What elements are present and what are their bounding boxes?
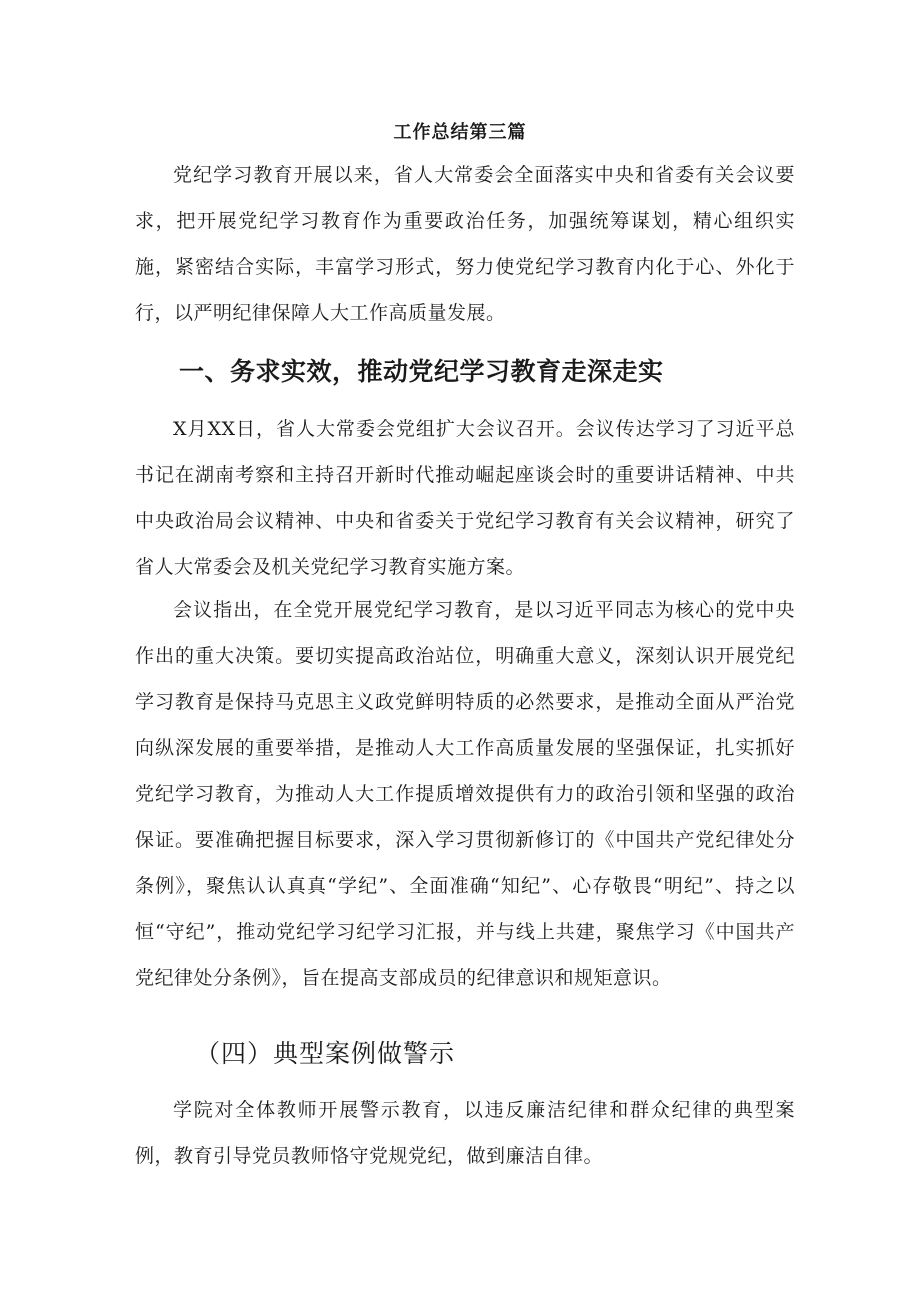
document-title: 工作总结第三篇 [393,122,527,143]
section-heading-2: （四）典型案例做警示 [195,1039,456,1068]
section-heading-1: 一、务求实效，推动党纪学习教育走深走实 [179,357,664,386]
section2-paragraph-1: 学院对全体教师开展警示教育，以违反廉洁纪律和群众纪律的典型案例，教育引导党员教师恪守党规党纪，做到廉洁自律。 [135,1099,795,1167]
section1-paragraph-1: X月XX日，省人大常委会党组扩大会议召开。会议传达学习了习近平总书记在湖南考察和主持召开新时代推动崛起座谈会时的重要讲话精神、中共中央政治局会议精神、中央和省委关于党纪学习教育有关会议精神，研究了省人大常委会及机关党纪学习教育实施方案。 [135,418,795,578]
intro-paragraph: 党纪学习教育开展以来，省人大常委会全面落实中央和省委有关会议要求，把开展党纪学习教育作为重要政治任务，加强统筹谋划，精心组织实施，紧密结合实际，丰富学习形式，努力使党纪学习教育内化于心、外化于行，以严明纪律保障人大工作高质量发展。 [135,164,795,324]
section1-paragraph-2: 会议指出，在全党开展党纪学习教育，是以习近平同志为核心的党中央作出的重大决策。要切实提高政治站位，明确重大意义，深刻认识开展党纪学习教育是保持马克思主义政党鲜明特质的必然要求，是推动全面从严治党向纵深发展的重要举措，是推动人大工作高质量发展的坚强保证，扎实抓好党纪学习教育，为推动人大工作提质增效提供有力的政治引领和坚强的政治保证。要准确把握目标要求，深入学习贯彻新修订的《中国共产党纪律处分条例》，聚焦认认真真“学纪”、全面准确“知纪”、心存敬畏“明纪”、持之以恒“守纪”，推动党纪学习纪学习汇报，并与线上共建，聚焦学习《中国共产党纪律处分条例》，旨在提高支部成员的纪律意识和规矩意识。 [135,599,795,989]
